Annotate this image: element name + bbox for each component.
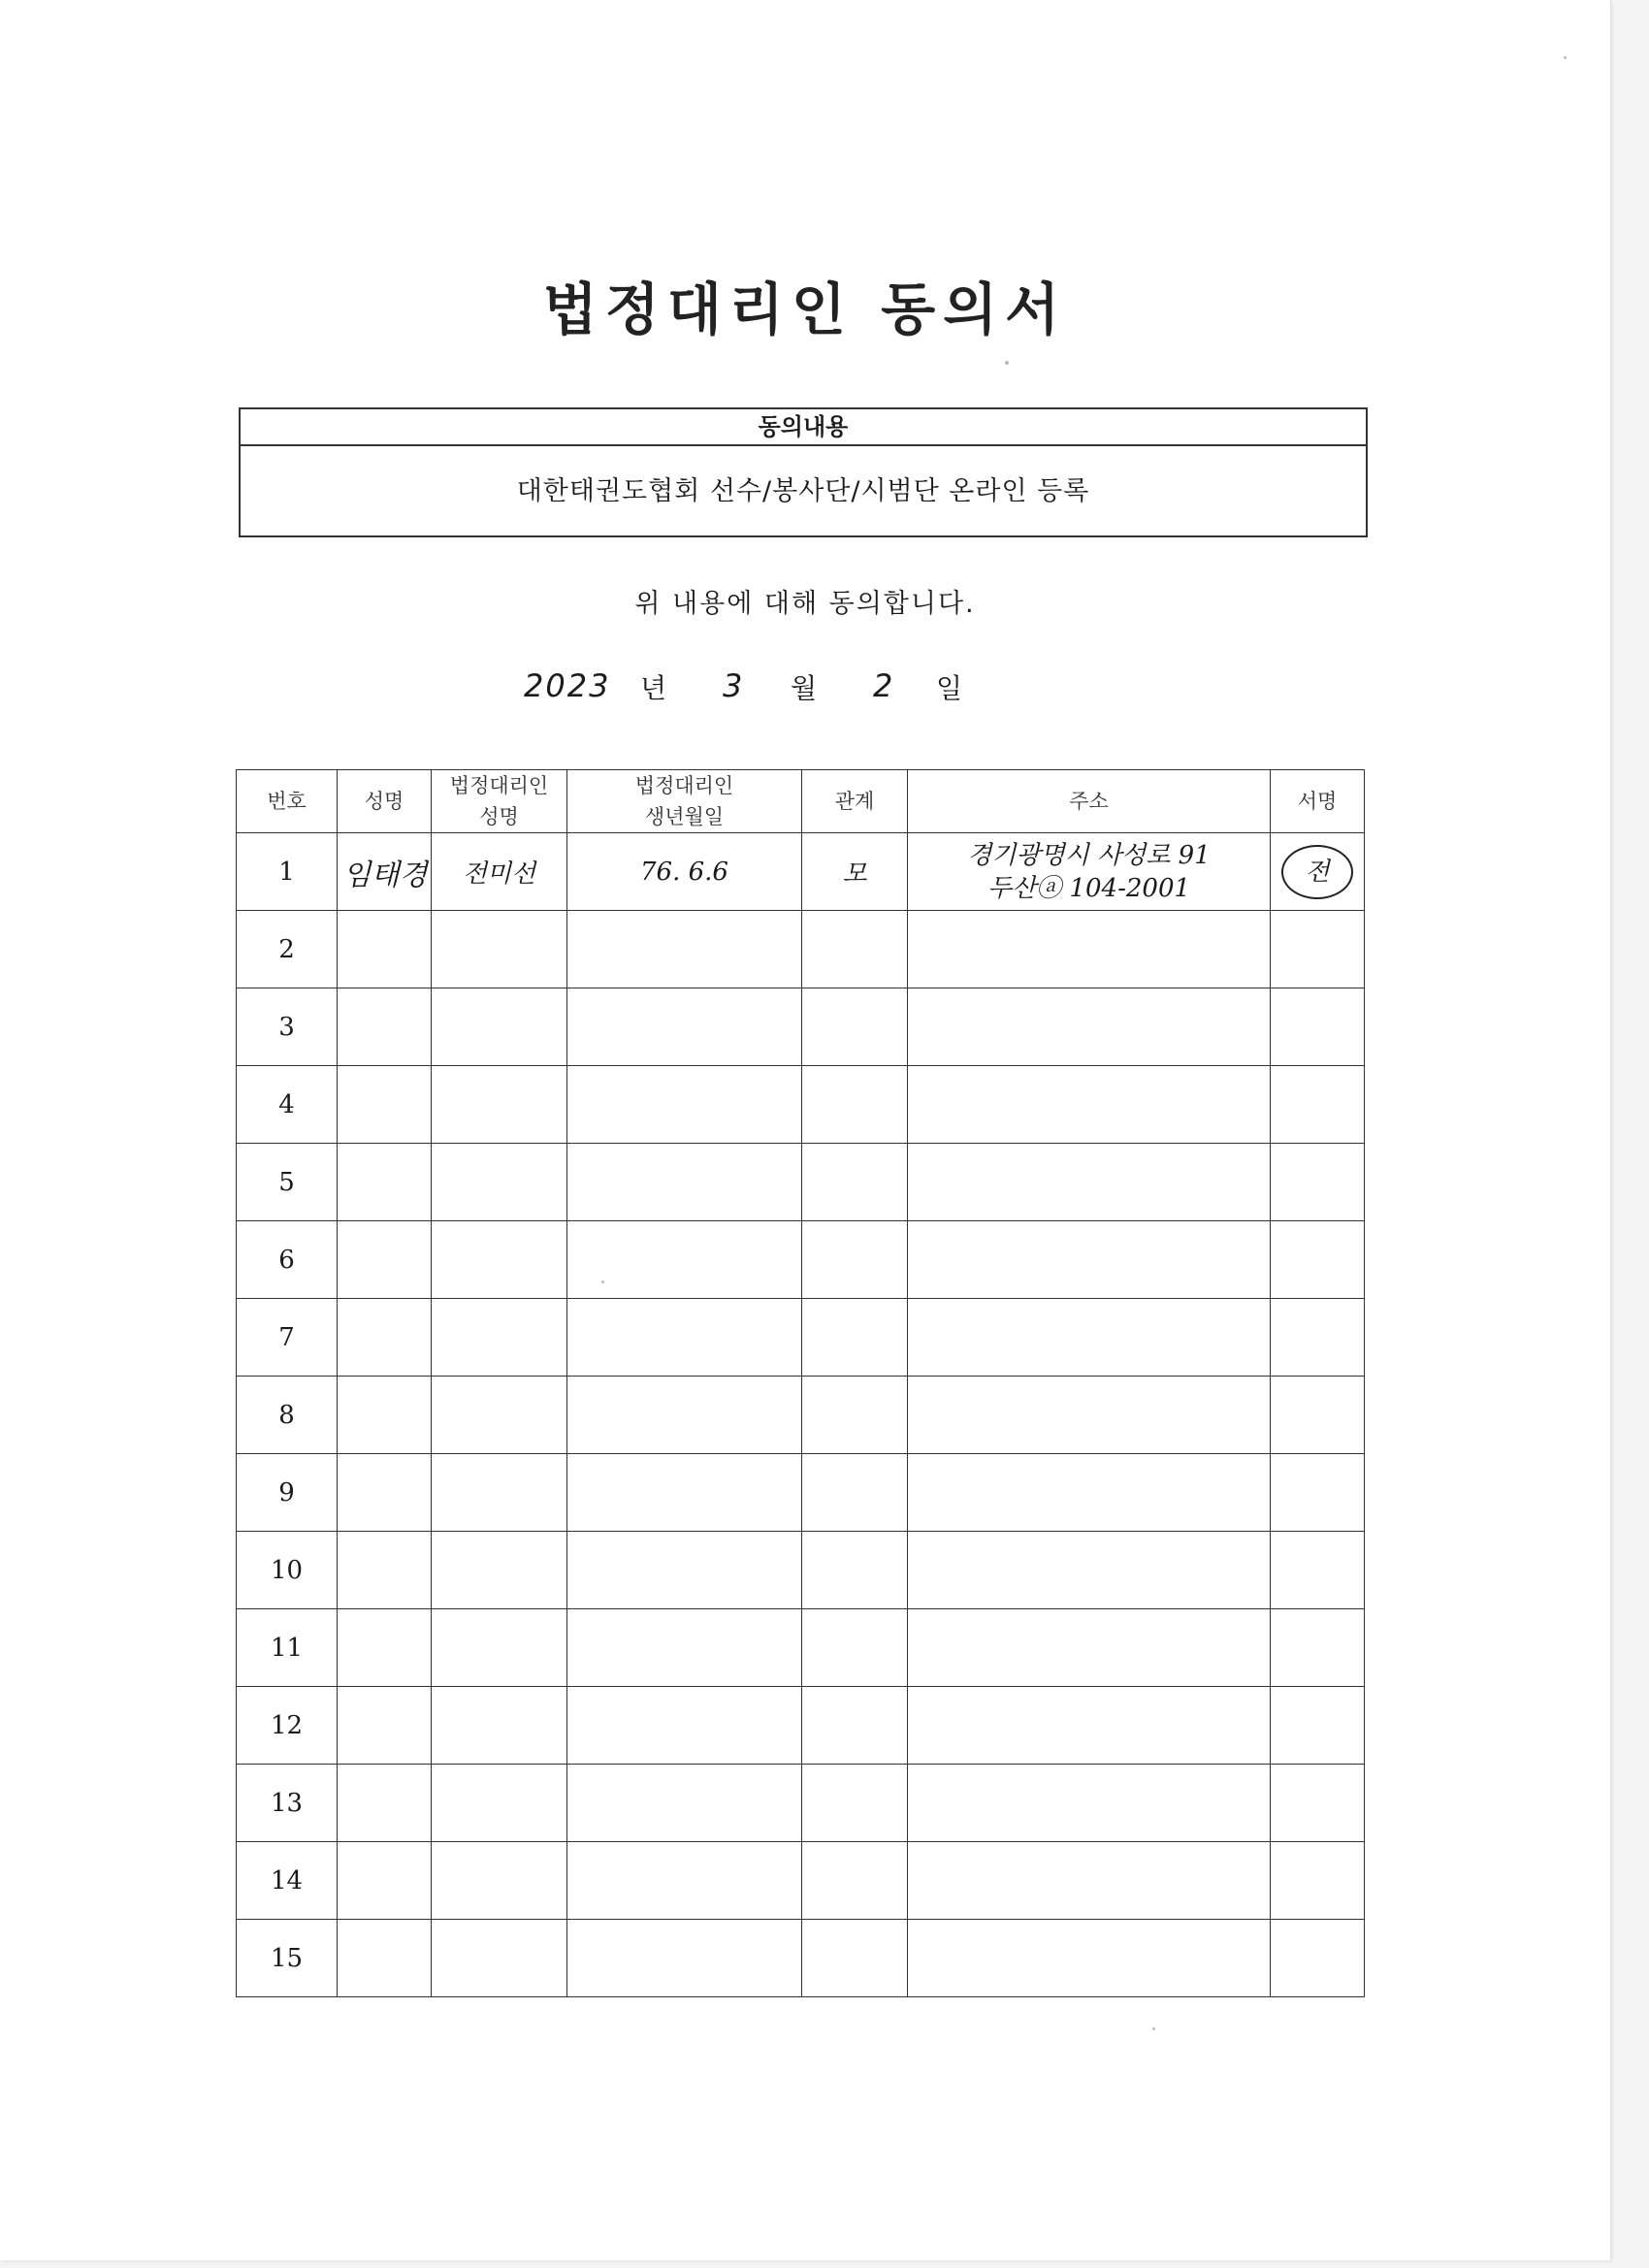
relation-cell: 모: [802, 833, 908, 911]
address-cell: [908, 1299, 1271, 1377]
guardian-name-cell: [432, 1687, 567, 1765]
table-row: [237, 1842, 1365, 1920]
student-name-cell: [338, 1920, 432, 1997]
guardian-birth-cell: [567, 1765, 802, 1842]
student-name-cell: [338, 1221, 432, 1299]
guardian-name-cell: [432, 988, 567, 1066]
signature-cell: [1271, 1299, 1365, 1377]
address-cell: [908, 1532, 1271, 1609]
header-guardian-name: [432, 770, 567, 833]
guardian-birth-cell: [567, 1609, 802, 1687]
row-number: 14: [237, 1842, 338, 1920]
signature-cell: [1271, 1765, 1365, 1842]
row-number: 4: [237, 1066, 338, 1144]
relation-cell: [802, 1687, 908, 1765]
guardian-name-cell: [432, 1299, 567, 1377]
row-number: 9: [237, 1454, 338, 1532]
address-line2: 두산ⓐ 104-2001: [986, 873, 1191, 903]
signature-cell: [1271, 1920, 1365, 1997]
address-cell: [908, 1066, 1271, 1144]
relation-cell: [802, 1299, 908, 1377]
row-number: 13: [237, 1765, 338, 1842]
row-number: 2: [237, 911, 338, 988]
relation-cell: [802, 1765, 908, 1842]
table-row: [237, 911, 1365, 988]
agreement-statement: 위 내용에 대해 동의합니다.: [634, 589, 976, 619]
relation-cell: [802, 1532, 908, 1609]
guardian-birth-cell: [567, 1377, 802, 1454]
table-row: [237, 1532, 1365, 1609]
guardian-birth-cell: [567, 1066, 802, 1144]
date-day-label: 일: [936, 672, 963, 704]
header-guardian-birth-line1: 법정대리인: [634, 774, 734, 797]
signature-cell: [1271, 1609, 1365, 1687]
table-row: [237, 833, 1365, 911]
table-row: [237, 1920, 1365, 1997]
address-cell: [908, 1221, 1271, 1299]
guardian-birth-cell: [567, 1144, 802, 1221]
relation-cell: [802, 1066, 908, 1144]
header-guardian-birth-line2: 생년월일: [644, 805, 725, 828]
student-name-cell: [338, 1609, 432, 1687]
header-address: 주소: [908, 770, 1271, 833]
header-name: 성명: [338, 770, 432, 833]
address-cell: [908, 1609, 1271, 1687]
guardian-name-cell: [432, 1066, 567, 1144]
signature-cell: [1271, 988, 1365, 1066]
student-name-cell: [338, 1144, 432, 1221]
guardian-name-cell: [432, 1454, 567, 1532]
guardian-birth-cell: [567, 1920, 802, 1997]
relation-cell: [802, 1144, 908, 1221]
relation-cell: [802, 1920, 908, 1997]
date-year-label: 년: [640, 672, 667, 704]
guardian-name-cell: [432, 1842, 567, 1920]
student-name-cell: [338, 1532, 432, 1609]
scan-speck: [601, 1280, 604, 1283]
row-number: 6: [237, 1221, 338, 1299]
document-title: 법정대리인 동의서: [542, 276, 1068, 342]
student-name-cell: [338, 988, 432, 1066]
table-row: [237, 1454, 1365, 1532]
relation-cell: [802, 1842, 908, 1920]
student-name-cell: [338, 1066, 432, 1144]
guardian-birth-cell: [567, 1454, 802, 1532]
guardian-name-cell: [432, 1221, 567, 1299]
guardian-name-cell: 전미선: [432, 833, 567, 911]
student-name-cell: 임태경: [338, 833, 432, 911]
student-name-cell: [338, 1687, 432, 1765]
student-name-cell: [338, 911, 432, 988]
student-name-cell: [338, 1299, 432, 1377]
signature-cell: [1271, 1532, 1365, 1609]
signature-cell: [1271, 833, 1365, 911]
guardian-name-cell: [432, 1765, 567, 1842]
table-row: [237, 1221, 1365, 1299]
guardian-birth-cell: [567, 1299, 802, 1377]
header-no: 번호: [237, 770, 338, 833]
table-row: [237, 988, 1365, 1066]
signature-cell: [1271, 911, 1365, 988]
guardian-name-cell: [432, 1144, 567, 1221]
header-relation: 관계: [802, 770, 908, 833]
address-cell: [908, 1144, 1271, 1221]
guardian-birth-cell: [567, 911, 802, 988]
row-number: 11: [237, 1609, 338, 1687]
guardian-birth-cell: [567, 1221, 802, 1299]
consent-body: 대한태권도협회 선수/봉사단/시범단 온라인 등록: [516, 476, 1090, 506]
signature-cell: [1271, 1144, 1365, 1221]
header-guardian-name-line1: 법정대리인: [449, 774, 549, 797]
row-number: 15: [237, 1920, 338, 1997]
table-row: [237, 1609, 1365, 1687]
relation-cell: [802, 988, 908, 1066]
header-signature: 서명: [1271, 770, 1365, 833]
guardian-birth-cell: [567, 1532, 802, 1609]
student-name-cell: [338, 1454, 432, 1532]
row-number: 8: [237, 1377, 338, 1454]
guardian-name-cell: [432, 1920, 567, 1997]
table-row: [237, 1765, 1365, 1842]
guardian-name-cell: [432, 911, 567, 988]
signature-mark: 전: [1281, 845, 1353, 899]
table-row: [237, 1687, 1365, 1765]
relation-cell: [802, 1221, 908, 1299]
signature-cell: [1271, 1454, 1365, 1532]
row-number: 12: [237, 1687, 338, 1765]
address-cell: [908, 1377, 1271, 1454]
signature-cell: [1271, 1066, 1365, 1144]
table-row: [237, 1377, 1365, 1454]
header-guardian-name-line2: 성명: [479, 805, 519, 828]
guardian-birth-cell: [567, 988, 802, 1066]
date-line: [514, 667, 1038, 716]
consent-header: 동의내용: [241, 409, 1366, 446]
guardian-birth-cell: 76. 6.6: [567, 833, 802, 911]
table-header-row: [237, 770, 1365, 833]
address-cell: [908, 1454, 1271, 1532]
address-line1: 경기광명시 사성로 91: [967, 840, 1211, 870]
address-cell: [908, 911, 1271, 988]
table-row: [237, 1066, 1365, 1144]
scan-speck: [1564, 56, 1567, 59]
scan-speck: [1005, 361, 1009, 365]
signature-cell: [1271, 1687, 1365, 1765]
header-guardian-birth: [567, 770, 802, 833]
relation-cell: [802, 1454, 908, 1532]
date-day-handwritten: 2: [873, 667, 895, 704]
row-number: 1: [237, 833, 338, 911]
address-cell: [908, 1765, 1271, 1842]
signature-cell: [1271, 1842, 1365, 1920]
student-name-cell: [338, 1765, 432, 1842]
guardian-birth-cell: [567, 1842, 802, 1920]
guardian-birth-cell: [567, 1687, 802, 1765]
date-month-label: 월: [791, 672, 818, 704]
guardian-name-cell: [432, 1532, 567, 1609]
signature-cell: [1271, 1377, 1365, 1454]
guardian-name-cell: [432, 1609, 567, 1687]
row-number: 10: [237, 1532, 338, 1609]
row-number: 5: [237, 1144, 338, 1221]
row-number: 7: [237, 1299, 338, 1377]
relation-cell: [802, 1609, 908, 1687]
address-cell: [908, 988, 1271, 1066]
signature-cell: [1271, 1221, 1365, 1299]
address-cell: [908, 833, 1271, 911]
address-cell: [908, 1842, 1271, 1920]
address-cell: [908, 1687, 1271, 1765]
guardian-name-cell: [432, 1377, 567, 1454]
guardian-table: [236, 769, 1365, 1997]
date-month-handwritten: 3: [723, 667, 745, 704]
consent-box: [239, 407, 1368, 537]
row-number: 3: [237, 988, 338, 1066]
relation-cell: [802, 1377, 908, 1454]
relation-cell: [802, 911, 908, 988]
scan-speck: [1152, 2027, 1155, 2030]
date-year-handwritten: 2023: [524, 667, 611, 704]
student-name-cell: [338, 1377, 432, 1454]
student-name-cell: [338, 1842, 432, 1920]
table-row: [237, 1299, 1365, 1377]
table-row: [237, 1144, 1365, 1221]
address-cell: [908, 1920, 1271, 1997]
